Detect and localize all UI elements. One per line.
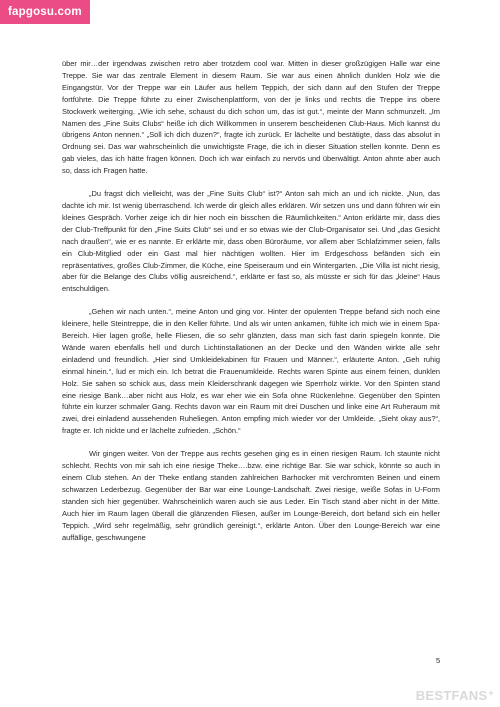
page-number: 5 bbox=[436, 656, 441, 665]
watermark-logo-top: fapgosu.com bbox=[0, 0, 90, 24]
watermark-logo-bottom-text: BESTFANS bbox=[415, 688, 488, 703]
watermark-logo-bottom bbox=[416, 688, 494, 703]
paragraph-2: „Du fragst dich vielleicht, was der „Fine Suits Club“ ist?“ Anton sah mich an und ich nickte. „Nun, das dachte ich mir. Ist wenig überraschend. Ich werde dir gleich alles erklären. Wir setzen uns und dann führen wir ein kleines Gespräch. Vorher zeige ich dir hier noch ein bisschen die Räumlichkeiten.“ Anton erklärte mir, dass dies der Club-Treffpunkt für den „Fine Suits Club“ sei und er so etwas wie der Club-Organisator sei. Und „das Gesicht nach draußen“, wie er es nannte. Er erklärte mir, dass oben Büroräume, vor allem aber Schlafzimmer seien, falls ein Club-Mitglied oder ein Gast mal hier nächtigen wollten. Hier im Erdgeschoss befänden sich ein repräsentatives, großes Club-Zimmer, die Küche, eine Speiseraum und ein Wintergarten. „Die Villa ist nicht riesig, aber für die Belange des Clubs völlig ausreichend.“, erklärte er fast so, als müsste er sich für das „kleine“ Haus entschuldigen. bbox=[62, 189, 440, 294]
sparkle-icon: + bbox=[488, 688, 494, 698]
paragraph-4: Wir gingen weiter. Von der Treppe aus rechts gesehen ging es in einen riesigen Raum. Ich staunte nicht schlecht. Rechts von mir sah ich eine riesige Theke….bzw. eine richtige Bar. Sie war schick, könnte so auch in einem Club stehen. An der Theke entlang standen zahlreichen Barhocker mit verchromten Beinen und einem schwarzen Lederbezug. Gegenüber der Bar war eine Lounge-Landschaft. Zwei riesige, weiße Sofas in U-Form standen sich hier gegenüber. Wahrscheinlich waren auch sie aus Leder. Ein Tisch stand aber nicht in der Mitte. Auch hier im Raum lagen überall die glänzenden Fliesen, außer im Lounge-Bereich, dort befand sich ein heller Teppich. „Wird sehr regelmäßig, sehr gründlich gereinigt.“, erklärte Anton. Über den Lounge-Bereich war eine auffällige, geschwungene bbox=[62, 449, 440, 542]
paragraph-1: über mir…der irgendwas zwischen retro aber trotzdem cool war. Mitten in dieser großzügigen Halle war eine Treppe. Sie war das zentrale Element in diesem Raum. Sie war aus einen ähnlich dunklen Holz wie die Eingangstür. Vor der Treppe war ein Läufer aus hellem Teppich, der sich dann auf den Stufen der Treppe fortführte. Die Treppe führte zu einer Zwischenplattform, von der je links und rechts die Treppe ins obere Stockwerk weiterging. „Wie ich sehe, schaust du dich schon um, das ist gut.“, meinte der Mann schmunzelt. „Im Namen des „Fine Suits Clubs“ heiße ich dich Willkommen in unserem bescheidenen Club-Haus. Mich kannst du übrigens Anton nennen.“ „Soll ich dich duzen?“, fragte ich zurück. Er lächelte und bestätigte, dass das absolut in Ordnung sei. Das war wahrscheinlich die unwichtigste Frage, die ich in dieser Situation stellen konnte. Denn es gab vieles, das ich hätte fragen können. Doch ich war einfach zu nervös und überwältigt. Anton ahnte aber auch so, dass ich Fragen hatte. bbox=[62, 59, 440, 176]
paragraph-3: „Gehen wir nach unten.“, meine Anton und ging vor. Hinter der opulenten Treppe befand sich noch eine kleinere, helle Steintreppe, die in den Keller führte. Und als wir unten ankamen, fühlte ich mich wie in einem Spa-Bereich. Hier lagen große, helle Fliesen, die so sehr glänzten, dass man sich fast darin spiegeln konnte. Die Wände waren ebenfalls hell und durch Lichtinstallationen an der Decke und den Wänden wirkte alle sehr einladend und freundlich. „Hier sind Umkleidekabinen für Frauen und Männer.“, erläuterte Anton. „Geh ruhig einmal hinein.“, lud er mich ein. Ich betrat die Frauenumkleide. Rechts waren Spinte aus einem feinen, dunklen Holz. Sie sahen so schick aus, dass mein Kleiderschrank dagegen wie Sperrholz wirkte. Vor den Spinten stand eine riesige Bank…aber nicht aus Holz, es war eher wie ein Sofa ohne Rückenlehne. Gegenüber den Spinten führte ein kurzer schmaler Gang. Rechts davon war ein Raum mit drei Duschen und linke eine Art Ruheraum mit zwei, drei einladend aussehenden Ruheliegen. Anton empfing mich wieder vor der Umkleide. „Sieht okay aus?“, fragte er. Ich nickte und er lächelte zufrieden. „Schön.“ bbox=[62, 307, 440, 436]
document-page bbox=[62, 58, 440, 554]
